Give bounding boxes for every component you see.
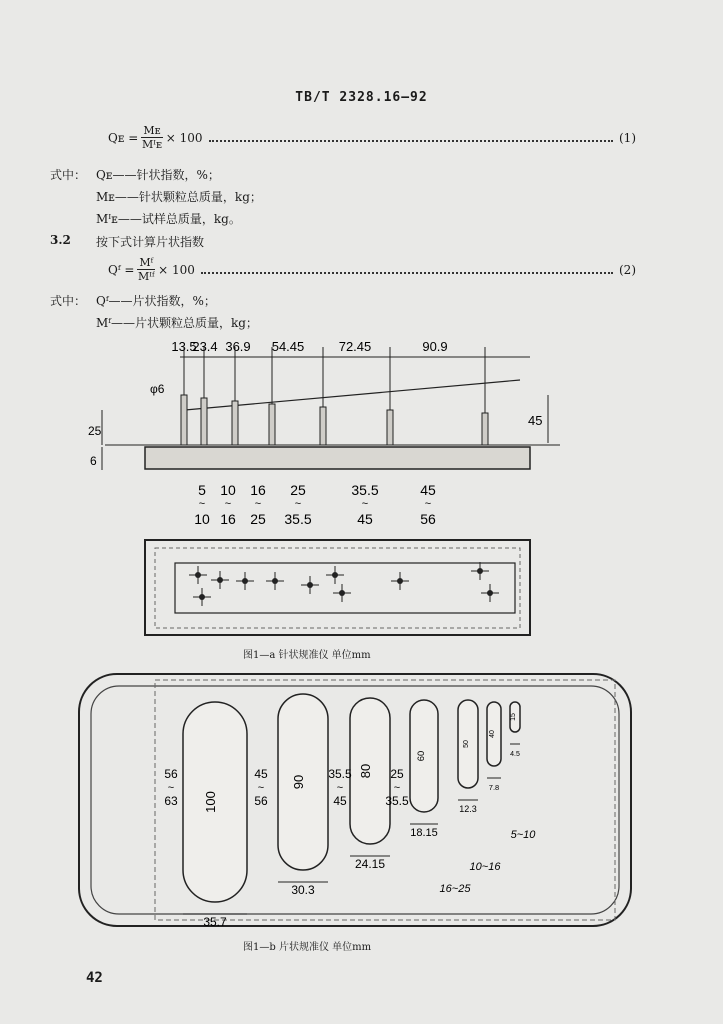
leader-dots <box>201 266 613 274</box>
range-upper-label: 45 <box>420 482 436 498</box>
top-dimension-label: 23.4 <box>192 339 218 354</box>
where-intro: 式中： <box>50 168 87 182</box>
page-number: 42 <box>86 970 103 986</box>
small-range-label: 16~25 <box>439 883 471 895</box>
section-number: 3.2 <box>50 233 71 247</box>
gauge-pin <box>181 395 187 445</box>
top-dimension-label: 36.9 <box>225 339 251 354</box>
fraction-denominator: Mᴵᶠ <box>138 270 155 283</box>
formula-lhs: Qᴇ = <box>108 130 139 145</box>
dim-label-25: 25 <box>88 424 102 438</box>
range-lower-label: 56 <box>420 511 436 527</box>
small-range-label: 5~10 <box>510 829 536 841</box>
slot-width-label: 12.3 <box>459 804 477 814</box>
equation-number: (2) <box>619 262 636 277</box>
fraction-denominator: Mᴵᴇ <box>141 138 163 151</box>
plan-pin <box>217 577 223 583</box>
slot-width-label: 35.7 <box>203 915 227 929</box>
range-tilde: ~ <box>424 498 432 510</box>
where-line: Qᶠ——片状指数，%； <box>96 294 216 308</box>
range-lower-label: 16 <box>220 511 236 527</box>
gauge-pin <box>387 410 393 445</box>
range-upper-label: 25 <box>290 482 306 498</box>
formula-multiplier: × 100 <box>165 130 203 145</box>
plan-pin <box>199 594 205 600</box>
top-dimension-label: 72.45 <box>338 339 372 354</box>
plan-view-inner <box>155 548 520 628</box>
leader-dots <box>209 134 614 142</box>
top-dimension-label: 13.5 <box>171 339 197 354</box>
plan-view-outline <box>145 540 530 635</box>
phi-label: φ6 <box>150 382 165 396</box>
range-upper-label: 35.5 <box>328 767 352 781</box>
slot-length-label: 100 <box>203 791 218 813</box>
range-upper-label: 56 <box>164 767 178 781</box>
range-tilde: ~ <box>224 498 232 510</box>
range-tilde: ~ <box>361 498 369 510</box>
slot-width-label: 30.3 <box>291 883 315 897</box>
slot-length-label: 15 <box>510 713 517 721</box>
range-tilde: ~ <box>294 498 302 510</box>
formula-flake-index <box>108 256 636 283</box>
top-dimension-label: 90.9 <box>422 339 448 354</box>
figure-flake-gauge <box>75 670 635 935</box>
formula-fraction <box>137 256 155 283</box>
plan-pin <box>477 568 483 574</box>
range-tilde: ~ <box>336 782 344 794</box>
slot-length-label: 80 <box>358 763 373 779</box>
base-plate <box>145 447 530 469</box>
slot-width-label: 24.15 <box>354 857 386 871</box>
range-lower-label: 45 <box>333 794 347 808</box>
range-upper-label: 25 <box>390 767 404 781</box>
formula-multiplier: × 100 <box>158 262 195 277</box>
range-lower-label: 35.5 <box>284 511 312 527</box>
where-line: Qᴇ——针状指数，%； <box>96 168 220 182</box>
plan-pin <box>487 590 493 596</box>
figure-1a-caption: 图1—a 针状规准仪 单位mm <box>243 650 371 661</box>
figure-1b-caption: 图1—b 片状规准仪 单位mm <box>243 942 372 953</box>
range-upper-label: 45 <box>254 767 268 781</box>
where-line: Mᴇ——针状颗粒总质量，kg； <box>96 190 262 204</box>
slot-length-label: 90 <box>291 774 306 790</box>
where-line: Mᶠ——片状颗粒总质量，kg； <box>96 316 258 330</box>
slot-length-label: 60 <box>416 750 426 762</box>
equation-number: (1) <box>619 130 636 145</box>
range-tilde: ~ <box>254 498 262 510</box>
range-lower-label: 63 <box>164 794 178 808</box>
section-heading: 按下式计算片状指数 <box>96 235 205 249</box>
range-tilde: ~ <box>393 782 401 794</box>
dim-label-45: 45 <box>528 413 543 428</box>
plan-pin <box>242 578 248 584</box>
formula-fraction <box>141 124 162 151</box>
plan-pin <box>307 582 313 588</box>
gauge-pin <box>482 413 488 445</box>
formula-needle-index <box>108 124 636 151</box>
small-range-label: 10~16 <box>469 861 501 873</box>
range-upper-label: 10 <box>220 482 236 498</box>
range-lower-label: 56 <box>254 794 268 808</box>
gauge-pin <box>232 401 238 445</box>
dim-label-6: 6 <box>90 454 97 468</box>
range-upper-label: 5 <box>198 482 206 498</box>
standard-number-header: TB/T 2328.16—92 <box>295 90 428 105</box>
plan-pin <box>339 590 345 596</box>
slot-length-label: 40 <box>489 730 496 738</box>
gauge-pin <box>320 407 326 445</box>
slot-length-label: 50 <box>463 740 470 748</box>
range-upper-label: 35.5 <box>351 482 379 498</box>
range-lower-label: 45 <box>357 511 373 527</box>
formula-lhs: Qᶠ = <box>108 262 135 277</box>
gauge-pin <box>269 404 275 445</box>
gauge-pin <box>201 398 207 445</box>
fraction-numerator: Mᶠ <box>139 256 154 269</box>
range-tilde: ~ <box>198 498 206 510</box>
range-lower-label: 25 <box>250 511 266 527</box>
fraction-numerator: Mᴇ <box>143 124 161 137</box>
where-line: Mᴵᴇ——试样总质量，kg。 <box>96 212 241 226</box>
slot-width-label: 18.15 <box>410 827 438 839</box>
plan-pin <box>195 572 201 578</box>
pin-plate <box>175 563 515 613</box>
plan-pin <box>272 578 278 584</box>
range-lower-label: 35.5 <box>385 794 409 808</box>
top-dimension-label: 54.45 <box>271 339 305 354</box>
range-tilde: ~ <box>167 782 175 794</box>
slot-width-label: 4.5 <box>510 751 520 758</box>
range-tilde: ~ <box>257 782 265 794</box>
range-upper-label: 16 <box>250 482 266 498</box>
figure-needle-gauge <box>80 335 580 660</box>
slot-width-label: 7.8 <box>488 783 500 792</box>
plan-pin <box>332 572 338 578</box>
where-intro: 式中： <box>50 294 87 308</box>
range-lower-label: 10 <box>194 511 210 527</box>
plan-pin <box>397 578 403 584</box>
